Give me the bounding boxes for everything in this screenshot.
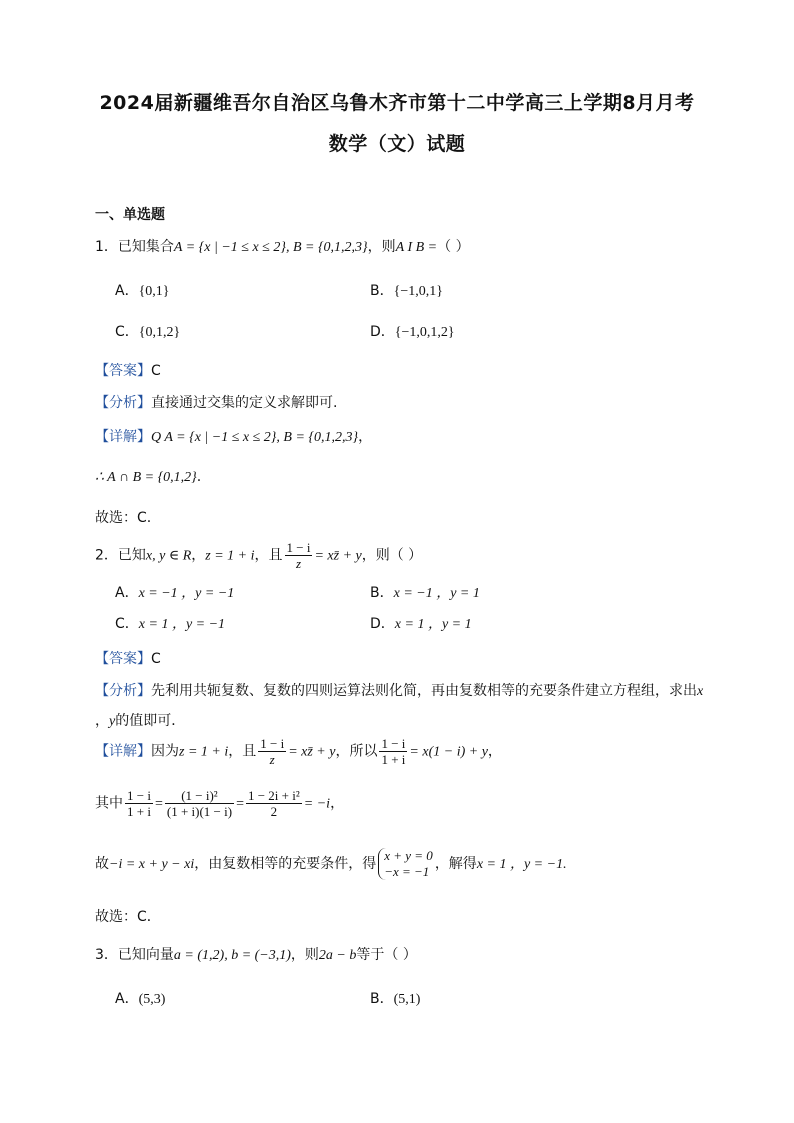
q2-sep1: ， — [191, 547, 206, 564]
option-value: (5,3) — [138, 992, 166, 1007]
step-tail: . — [196, 469, 202, 485]
fraction-numerator: (1 − i)² — [165, 788, 234, 804]
option-label: B． — [370, 283, 394, 299]
section-heading: 一、单选题 — [95, 207, 165, 223]
q2-math3: = xz̄ + y — [314, 548, 362, 564]
q1-option-d — [370, 321, 455, 341]
detail-text: ，所以 — [335, 743, 378, 760]
detail-text: 因为 — [151, 743, 179, 760]
detail-tag: 【详解】 — [95, 743, 151, 760]
q1-math2: A I B = — [395, 240, 438, 255]
q1-answer — [95, 360, 161, 380]
option-label: A． — [115, 283, 139, 299]
detail-math: = x(1 − i) + y — [409, 744, 488, 760]
question-1 — [95, 236, 470, 256]
q2-sep2: ，且 — [254, 547, 283, 564]
q3-suffix: ，则 — [290, 947, 319, 963]
equation-system — [378, 848, 433, 880]
q2-math1: x, y ∈ R — [145, 548, 192, 564]
question-2 — [95, 540, 422, 571]
answer-tag: 【答案】 — [95, 363, 151, 379]
fraction-denominator: 1 + i — [127, 804, 151, 819]
q2-option-b — [370, 582, 480, 602]
q1-suffix: ，则 — [367, 239, 396, 255]
analysis-tag: 【分析】 — [95, 395, 151, 411]
option-label: D． — [370, 616, 395, 632]
detail-fraction — [125, 788, 153, 819]
fraction-numerator: 1 − i — [286, 540, 311, 555]
q2-analysis-line1 — [95, 680, 703, 700]
q1-math: A = {x | −1 ≤ x ≤ 2}, B = {0,1,2,3} — [173, 240, 368, 255]
detail-text: 其中 — [95, 795, 123, 812]
q1-option-a — [115, 280, 170, 300]
option-label: B． — [370, 585, 394, 601]
step-math: ∴ A ∩ B = {0,1,2} — [95, 470, 197, 485]
detail-math: z = 1 + i — [179, 744, 229, 760]
q3-tail: 等于（ ） — [356, 947, 417, 963]
q2-sep3: ，则（ ） — [361, 547, 423, 564]
q1-conclusion: 故选：C. — [95, 510, 152, 526]
q2-conclusion: 故选：C． — [95, 909, 161, 925]
detail-math: Q A = {x | −1 ≤ x ≤ 2}, B = {0,1,2,3} — [151, 430, 359, 445]
q3-option-a — [115, 988, 165, 1008]
answer-value: C — [151, 651, 161, 667]
detail-text: ，解得 — [434, 856, 477, 872]
option-label: A． — [115, 585, 139, 601]
q2-detail-line2: 其中 $\frac{1 - i}{1 + i}$ = $\frac{\text{(1 − i)²}}{(1 + i)(1 - i)}$ = $\frac{\text{1 − 2i + i²}}{2}$ = −i， — [95, 788, 345, 819]
q2-detail-line3 — [95, 848, 567, 880]
exam-title-line2: 数学（文）试题 — [328, 133, 466, 155]
option-label: B． — [370, 991, 394, 1007]
q3-math: a = (1,2), b = (−3,1) — [173, 948, 291, 963]
fraction-denominator: 2 — [270, 804, 278, 819]
option-value: (5,1) — [393, 992, 421, 1007]
question-3 — [95, 944, 417, 964]
option-label: A． — [115, 991, 139, 1007]
q2-option-c — [115, 613, 225, 633]
q1-analysis — [95, 392, 337, 412]
q1-step — [95, 469, 201, 486]
detail-text: 故 — [95, 856, 109, 872]
q2-math2: z = 1 + i — [205, 548, 255, 564]
detail-text: ，且 — [228, 743, 257, 760]
q2-answer — [95, 648, 161, 668]
option-value: x = 1 ，y = 1 — [394, 617, 472, 632]
q1-detail — [95, 426, 372, 446]
detail-text: ， — [330, 795, 345, 812]
q3-option-b — [370, 988, 420, 1008]
analysis-text: 直接通过交集的定义求解即可. — [151, 395, 338, 411]
detail-math: x = 1 ，y = −1. — [476, 857, 567, 872]
q1-tail: （ ） — [437, 239, 470, 255]
detail-fraction — [379, 736, 407, 767]
analysis-tag: 【分析】 — [95, 683, 151, 699]
q1-option-b — [370, 280, 443, 300]
q2-fraction — [285, 540, 313, 571]
q1-option-c — [115, 321, 180, 341]
option-value: {−1,0,1} — [393, 284, 443, 299]
detail-fraction — [258, 736, 286, 767]
detail-text: ，由复数相等的充要条件，得 — [194, 856, 377, 872]
fraction-numerator: 1 − i — [260, 736, 285, 751]
q2-prefix: 2．已知 — [95, 547, 146, 564]
option-value: {0,1,2} — [138, 325, 181, 340]
analysis-var-x: x — [697, 684, 704, 699]
fraction-numerator: 1 − i — [127, 788, 151, 803]
system-eq-1: x + y = 0 — [384, 848, 433, 863]
fraction-numerator: 1 − 2i + i² — [247, 788, 300, 803]
fraction-denominator: z — [295, 556, 301, 571]
detail-math: = xz̄ + y — [288, 744, 336, 760]
option-label: D． — [370, 324, 395, 340]
option-value: x = −1 ，y = −1 — [138, 586, 235, 601]
detail-math: = −i — [303, 796, 331, 812]
detail-fraction — [246, 788, 302, 819]
option-label: C． — [115, 616, 139, 632]
q3-math2: 2a − b — [318, 948, 357, 963]
fraction-denominator: 1 + i — [381, 752, 406, 767]
option-value: x = 1 ，y = −1 — [138, 617, 226, 632]
q2-detail-line1 — [95, 736, 502, 767]
fraction-denominator: (1 + i)(1 − i) — [166, 804, 233, 819]
q2-option-d — [370, 613, 472, 633]
q3-prefix: 3．已知向量 — [95, 947, 174, 963]
exam-title-line1: 2024届新疆维吾尔自治区乌鲁木齐市第十二中学高三上学期8月月考 — [99, 92, 695, 114]
q2-analysis-line2: ，y的值即可． — [95, 713, 186, 729]
detail-tail: ， — [358, 429, 373, 445]
detail-text: ， — [487, 743, 502, 760]
option-value: {0,1} — [138, 284, 170, 299]
option-value: x = −1 ，y = 1 — [393, 586, 480, 601]
q1-prefix: 1．已知集合 — [95, 239, 174, 255]
detail-fraction — [165, 788, 234, 819]
detail-math: −i = x + y − xi — [109, 857, 195, 872]
answer-tag: 【答案】 — [95, 651, 151, 667]
detail-tag: 【详解】 — [95, 429, 151, 445]
answer-value: C — [151, 363, 161, 379]
option-value: {−1,0,1,2} — [394, 325, 455, 340]
option-label: C． — [115, 324, 139, 340]
analysis-text: 的值即可． — [115, 713, 186, 729]
fraction-denominator: z — [269, 752, 275, 767]
analysis-text: 先利用共轭复数、复数的四则运算法则化简，再由复数相等的充要条件建立方程组，求出 — [151, 683, 697, 699]
q2-option-a — [115, 582, 234, 602]
system-eq-2: −x = −1 — [384, 864, 430, 879]
analysis-var-y: y — [109, 714, 116, 729]
fraction-numerator: 1 − i — [381, 736, 406, 751]
